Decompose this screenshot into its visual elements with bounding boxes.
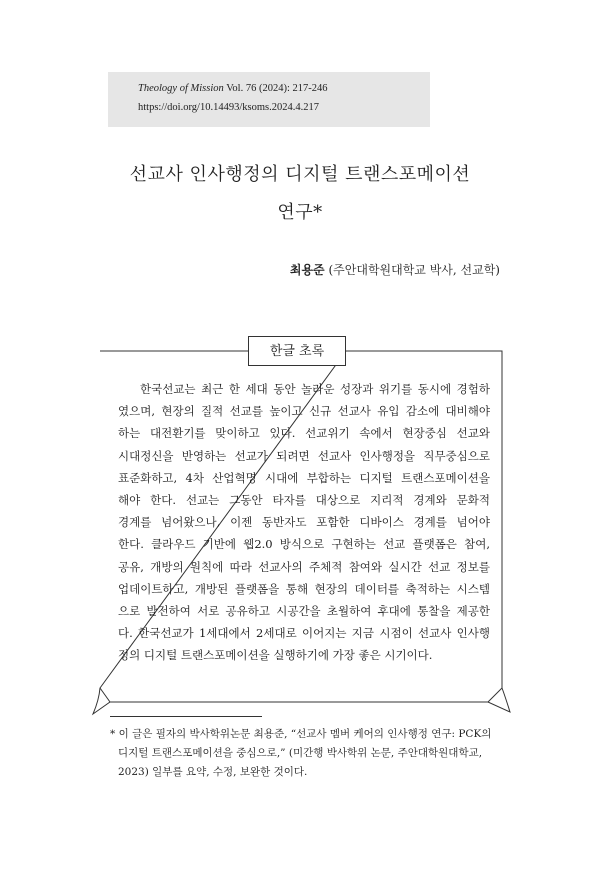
paper-title-line2: 연구*	[277, 202, 323, 223]
abstract-line: 공유, 개방의 원칙에 따라 선교사의 주체적 참여와 실시간 선교 정보를	[118, 559, 490, 574]
abstract-line: 으로 발전하여 서로 공유하고 시공간을 초월하여 후대에 통찰을 제공한	[118, 603, 490, 618]
abstract-label: 한글 초록	[248, 336, 346, 366]
footnote-line: * 이 글은 필자의 박사학위논문 최용준, “선교사 멤버 케어의 인사행정 연구: PCK의	[110, 728, 492, 740]
abstract-line: 시대정신을 반영하는 선교가 되려면 선교사 인사행정을 직무중심으로	[118, 448, 490, 463]
abstract-line: 다. 한국선교가 1세대에서 2세대로 이어지는 지금 시점이 선교사 인사행	[118, 626, 490, 641]
abstract-line: 표준화하고, 4차 산업혁명 시대에 부합하는 디지털 트랜스포메이션을	[118, 470, 490, 485]
author-name: 최용준	[289, 263, 325, 277]
abstract-line: 한다. 클라우드 기반에 웹2.0 방식으로 구현하는 선교 플랫폼은 참여,	[118, 537, 490, 552]
paper-title-line1: 선교사 인사행정의 디지털 트랜스포메이션	[129, 164, 471, 185]
doi-link[interactable]: https://doi.org/10.14493/ksoms.2024.4.217	[138, 102, 319, 113]
footnote-line: 2023) 일부를 요약, 수정, 보완한 것이다.	[118, 766, 308, 778]
abstract-line: 한국선교는 최근 한 세대 동안 놀라운 성장과 위기를 동시에 경험하	[140, 382, 490, 396]
abstract-line: 경계를 넘어왔으나, 이젠 동반자도 포함한 디바이스 경계를 넘어야	[118, 515, 490, 530]
abstract-line: 였으며, 현장의 질적 선교를 높이고 신규 선교사 유입 감소에 대비해야	[118, 404, 490, 419]
abstract-line: 해야 한다. 선교는 그동안 타자를 대상으로 지리적 경계와 문화적	[118, 492, 490, 507]
volume-info: Vol. 76 (2024): 217-246	[226, 83, 328, 94]
journal-citation	[138, 83, 328, 94]
footnote-line: 디지털 트랜스포메이션을 중심으로,” (미간행 박사학위 논문, 주안대학원대학교,	[118, 747, 483, 759]
footnote	[110, 725, 502, 782]
abstract-line: 하는 대전환기를 맞이하고 있다. 선교위기 속에서 현장중심 선교와	[118, 426, 490, 441]
footnote-divider	[110, 716, 262, 717]
abstract-line: 정의 디지털 트랜스포메이션을 실행하기에 가장 좋은 시기이다.	[118, 648, 433, 663]
abstract-line: 업데이트하고, 개방된 플랫폼을 통해 현장의 데이터를 축적하는 시스템	[118, 581, 490, 596]
abstract-body	[118, 378, 490, 666]
journal-name: Theology of Mission	[138, 83, 224, 94]
journal-header-box	[108, 72, 430, 127]
author-line	[290, 261, 500, 278]
author-affiliation: (주안대학원대학교 박사, 선교학)	[328, 263, 500, 277]
